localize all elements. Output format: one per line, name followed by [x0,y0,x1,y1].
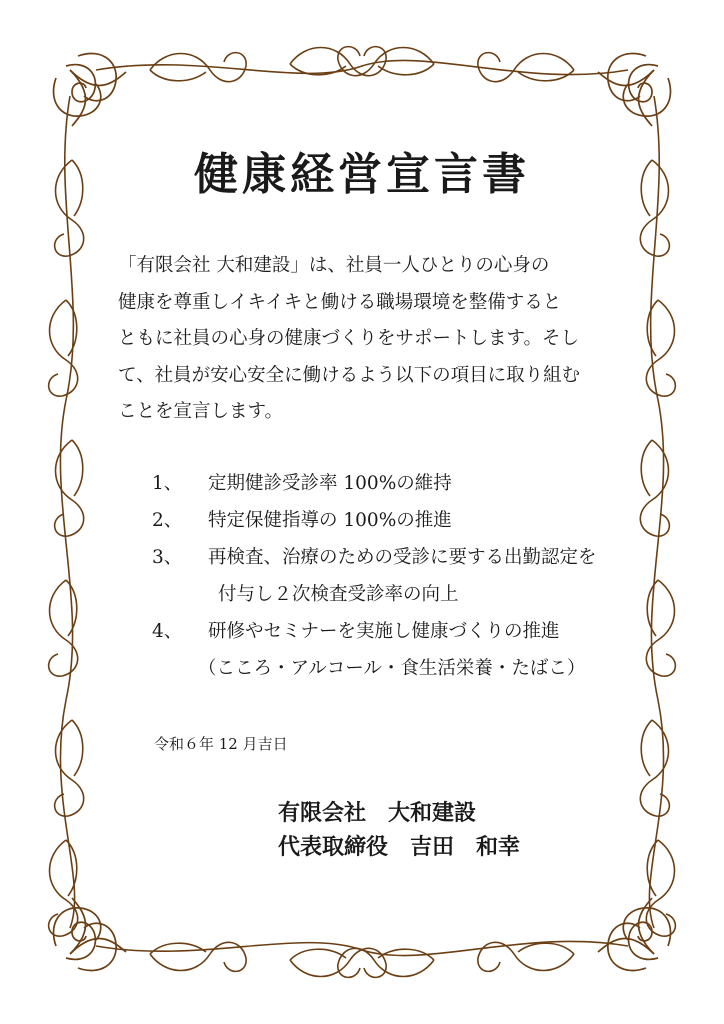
item-text: 特定保健指導の 100%の推進 [208,510,452,531]
intro-line: ともに社員の心身の健康づくりをサポートします。そし [118,328,580,349]
item-number: 3、 [152,547,183,568]
document-title: 健康経営宣言書 [194,149,530,200]
item-number: 1、 [152,473,183,494]
company-name: 有限会社 大和建設 [278,800,477,826]
item-number: 4、 [152,621,183,642]
intro-line: 「有限会社 大和建設」は、社員一人ひとりの心身の [118,255,550,276]
item-text-continuation: 付与し２次検査受診率の向上 [218,584,459,605]
item-text: 定期健診受診率 100%の維持 [208,473,452,494]
item-parenthetical: （こころ・アルコール・食生活栄養・たばこ） [198,658,586,679]
intro-line: ことを宣言します。 [118,401,284,422]
item-number: 2、 [152,510,183,531]
intro-line: 健康を尊重しイキイキと働ける職場環境を整備すると [118,291,562,313]
item-text: 再検査、治療のための受診に要する出勤認定を [208,547,597,568]
intro-paragraph [118,248,618,431]
issue-date: 令和６年 12 月吉日 [154,735,288,753]
intro-line: て、社員が安心安全に働けるよう以下の項目に取り組む [118,364,581,386]
representative-name: 代表取締役 吉田 和幸 [278,834,521,860]
item-text: 研修やセミナーを実施し健康づくりの推進 [208,621,560,642]
